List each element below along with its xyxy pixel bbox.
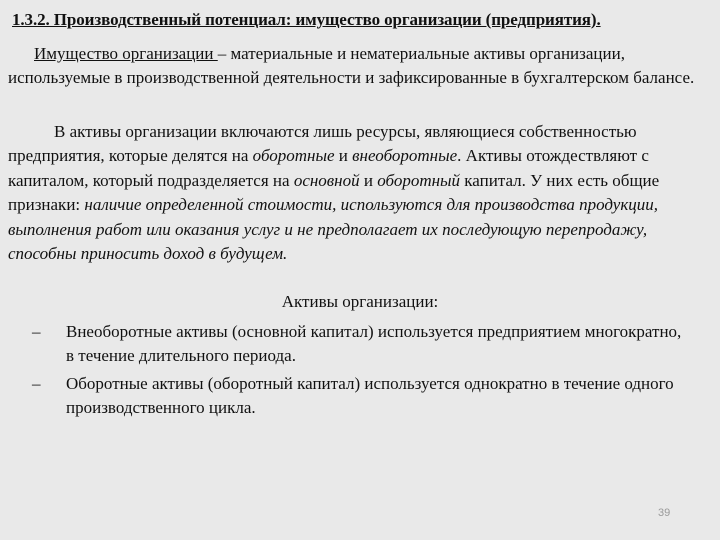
section-title: 1.3.2. Производственный потенциал: имущество организации (предприятия). bbox=[12, 10, 601, 29]
common-features: наличие определенной стоимости, используются для производства продукции, выполнения работ или оказания услуг и не предполагает их последующую перепродажу, способны приносить доход в будущем. bbox=[8, 195, 659, 264]
term-fixed: основной bbox=[293, 170, 360, 190]
assets-text-2: . Активы отождествляют с капиталом, который подразделяется на bbox=[8, 146, 649, 190]
list-dash: – bbox=[32, 322, 41, 341]
assets-text-1: В активы организации включаются лишь ресурсы, являющиеся собственностью предприятия, которые делятся на bbox=[8, 122, 637, 166]
term-noncurrent: внеоборотные bbox=[352, 146, 458, 166]
assets-list bbox=[32, 320, 692, 424]
list-item bbox=[32, 372, 692, 420]
definition-text: – материальные и нематериальные активы организации, используемые в производственной деятельности и зафиксированные в бухгалтерском балансе. bbox=[8, 44, 695, 88]
page-number: 39 bbox=[658, 507, 671, 519]
definition-paragraph bbox=[8, 42, 714, 91]
list-item bbox=[32, 320, 692, 368]
definition-term: Имущество организации bbox=[34, 44, 218, 63]
term-current: оборотные bbox=[252, 146, 335, 166]
assets-paragraph: В активы организации включаются лишь ресурсы, являющиеся собственностью предприятия, которые делятся на оборотные и внеоборотные. Активы отождествляют с капиталом, который подразделяется на основной и оборотный капитал. У них есть общие признаки: наличие определенной стоимости, используются для производства продукции, выполнения работ или оказания услуг и не предполагает их последующую перепродажу, способны приносить доход в будущем. bbox=[8, 122, 660, 264]
assets-text-3: капитал. У них есть общие признаки: bbox=[8, 170, 660, 215]
list-item-text: Оборотные активы (оборотный капитал) используется однократно в течение одного производственного цикла. bbox=[66, 374, 674, 417]
list-item-text: Внеоборотные активы (основной капитал) используется предприятием многократно, в течение длительного периода. bbox=[66, 322, 682, 365]
list-dash: – bbox=[32, 374, 41, 393]
list-title: Активы организации: bbox=[281, 292, 439, 311]
term-working: оборотный bbox=[377, 170, 461, 190]
